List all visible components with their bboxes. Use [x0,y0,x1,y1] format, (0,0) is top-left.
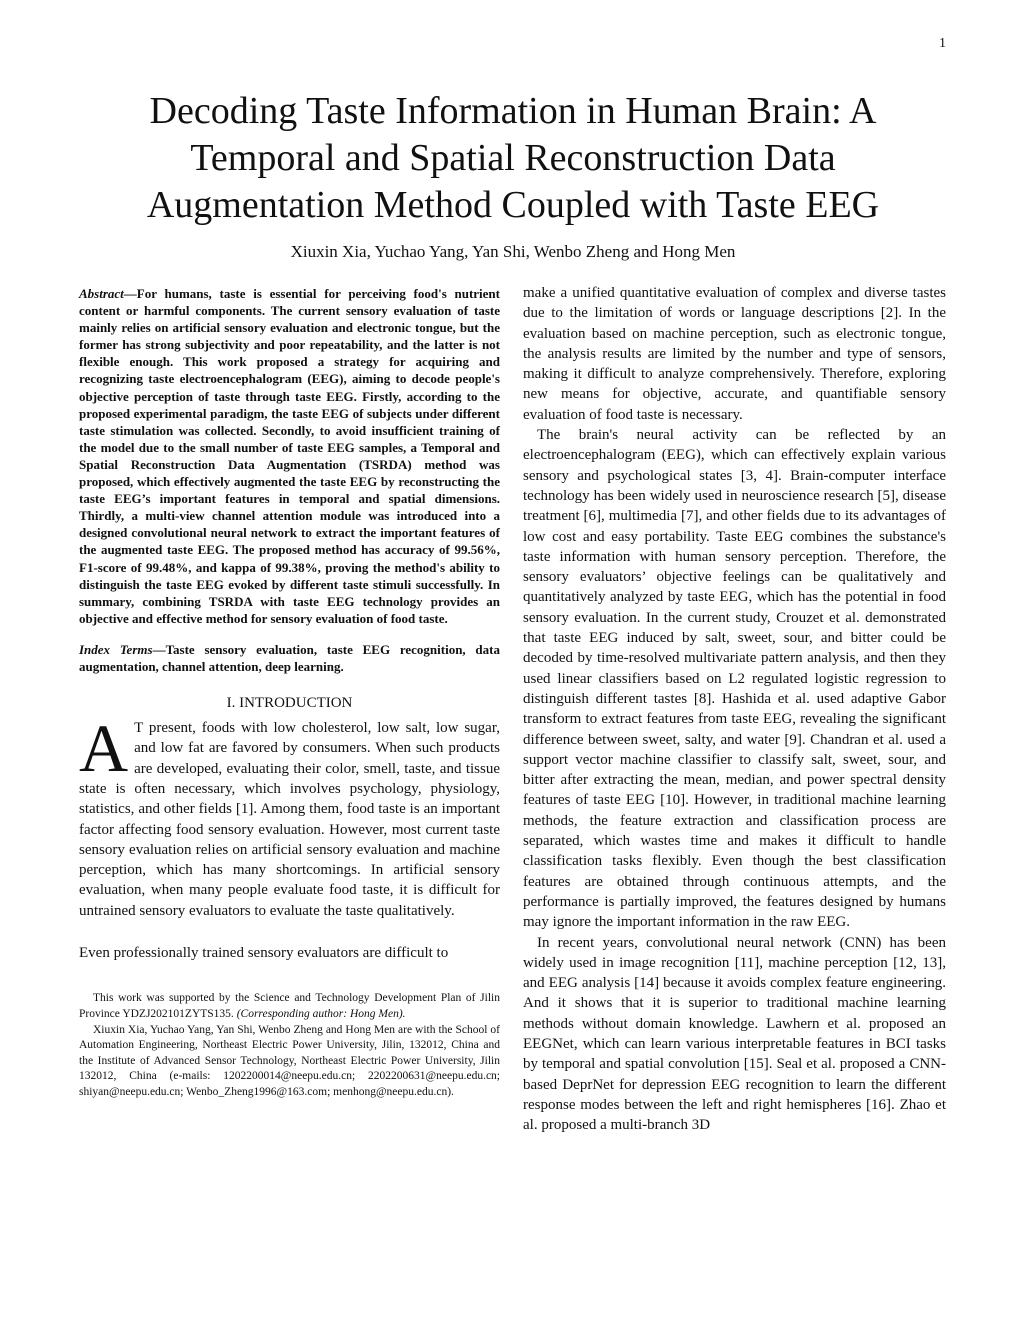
index-terms-label: Index Terms [79,641,153,657]
paper-title: Decoding Taste Information in Human Brain: A Temporal and Spatial Reconstruction Data Augmentation Method Coupled with Taste EEG [146,90,880,226]
right-paragraph-3: In recent years, convolutional neural network (CNN) has been widely used in image recognition [11], machine perception [12, 13], and EEG analysis [14] because it avoids complex feature engineering. And it shows that it is superior to traditional machine learning methods without domain knowledge. Lawhern et al. proposed an EEGNet, which can learn various interpretable features in BCI tasks by temporal and spatial convolution [15]. Seal et al. proposed a CNN-based DeprNet for depression EEG recognition to learn the different response modes between the left and right hemispheres [16]. Zhao et al. proposed a multi-branch 3D [523,934,946,1134]
page-number: 1 [939,36,946,51]
footnote-funding-text: This work was supported by the Science and Technology Development Plan of Jilin Province YDZJ202101ZYTS135. [79,992,500,1020]
right-paragraph-2: The brain's neural activity can be reflected by an electroencephalogram (EEG), which can effectively explain various sensory and psychological states [3, 4]. Brain-computer interface technology has been widely used in neuroscience research [5], disease treatment [6], multimedia [7], and other fields due to its advantages of low cost and easy portability. Taste EEG combines the substance's taste information with human sensory perception. Therefore, the sensory evaluators’ objective feelings can be qualitatively and quantitatively analyzed by taste EEG, which has the potential in food sensory evaluation. In the current study, Crouzet et al. demonstrated that taste EEG induced by salt, sweet, sour, and bitter could be decoded by time-resolved multivariate pattern analysis, and then they used linear classifiers based on L2 regulated logistic regression to distinguish different tastes [8]. Hashida et al. used adaptive Gabor transform to extract features from taste EEG, revealing the significant difference between sweet, salty, and water [9]. Chandran et al. used a support vector machine classifier to classify salt, sweet, sour, and bitter after extracting the mean, median, and power spectral density features of taste EEG [10]. However, in traditional machine learning methods, the feature extraction and classification process are separated, which wastes time and makes it difficult to handle classification tasks flexibly. Even though the best classification features are obtained through continuous attempts, and the performance is partially improved, the features designed by humans may ignore the important information in the raw EEG. [523,427,946,931]
intro-paragraph-1 [79,710,500,921]
drop-cap: A [79,710,129,787]
footnote-funding [79,991,500,1022]
intro-paragraph-2: Even professionally trained sensory evaluators are difficult to [79,945,449,962]
section-heading-introduction: I. INTRODUCTION [226,695,353,712]
right-paragraph-1: make a unified quantitative evaluation of complex and diverse tastes due to the limitation of words or language descriptions [2]. In the evaluation based on machine perception, such as electronic tongue, the analysis results are limited by the number and type of sensors, making it difficult to analyze comprehensively. Therefore, exploring new means for objective, accurate, and quantifiable sensory evaluation of food taste is necessary. [523,285,946,423]
index-terms-text: —Taste sensory evaluation, taste EEG recognition, data augmentation, channel attention, deep learning. [79,641,500,674]
left-column [79,285,500,1100]
abstract-text: —For humans, taste is essential for perceiving food's nutrient content or harmful components. The current sensory evaluation of taste mainly relies on artificial sensory evaluation and electronic tongue, but the former has strong subjectivity and poor repeatability, and the latter is not flexible enough. This work proposed a strategy for acquiring and recognizing taste electroencephalogram (EEG), aiming to decode people's objective perception of taste through taste EEG. Firstly, according to the proposed experimental paradigm, the taste EEG of subjects under different taste stimulation was collected. Secondly, to avoid insufficient training of the model due to the small number of taste EEG samples, a Temporal and Spatial Reconstruction Data Augmentation (TSRDA) method was proposed, which effectively augmented the taste EEG by reconstructing the taste EEG’s important features in temporal and spatial dimensions. Thirdly, a multi-view channel attention module was introduced into a designed convolutional neural network to extract the important features of the augmented taste EEG. The proposed method has accuracy of 99.56%, F1-score of 99.48%, and kappa of 99.38%, proving the method's ability to distinguish the taste EEG evoked by different taste stimuli successfully. In summary, combining TSRDA with taste EEG technology provides an objective and effective method for sensory evaluation of food taste. [79,286,500,626]
footnote-corresponding-author: (Corresponding author: Hong Men). [236,1007,406,1020]
footnote-affiliation: Xiuxin Xia, Yuchao Yang, Yan Shi, Wenbo Zheng and Hong Men are with the School of Automation Engineering, Northeast Electric Power University, Jilin, 132012, China and the Institute of Advanced Sensor Technology, Northeast Electric Power University, Jilin 132012, China (e-mails: 1202200014@neepu.edu.cn; 2202200631@neepu.edu.cn; shiyan@neepu.edu.cn; Wenbo_Zheng1996@163.com; menhong@neepu.edu.cn). [79,1023,500,1098]
intro-paragraph-1-text: T present, foods with low cholesterol, low salt, low sugar, and low fat are favored by consumers. When such products are developed, evaluating their color, smell, taste, and tissue state is often necessary, which involves psychology, physiology, statistics, and other fields [1]. Among them, food taste is an important factor affecting food sensory evaluation. However, most current taste sensory evaluation relies on artificial sensory evaluation and machine perception, which has many shortcomings. In artificial sensory evaluation, when many people evaluate food taste, it is difficult for untrained sensory evaluators to evaluate the taste qualitatively. [79,720,500,919]
abstract [79,285,500,627]
right-column [523,283,946,1135]
author-list: Xiuxin Xia, Yuchao Yang, Yan Shi, Wenbo Zheng and Hong Men [290,242,736,261]
footnote [79,991,500,1100]
abstract-label: Abstract [79,286,124,301]
index-terms [79,641,500,675]
